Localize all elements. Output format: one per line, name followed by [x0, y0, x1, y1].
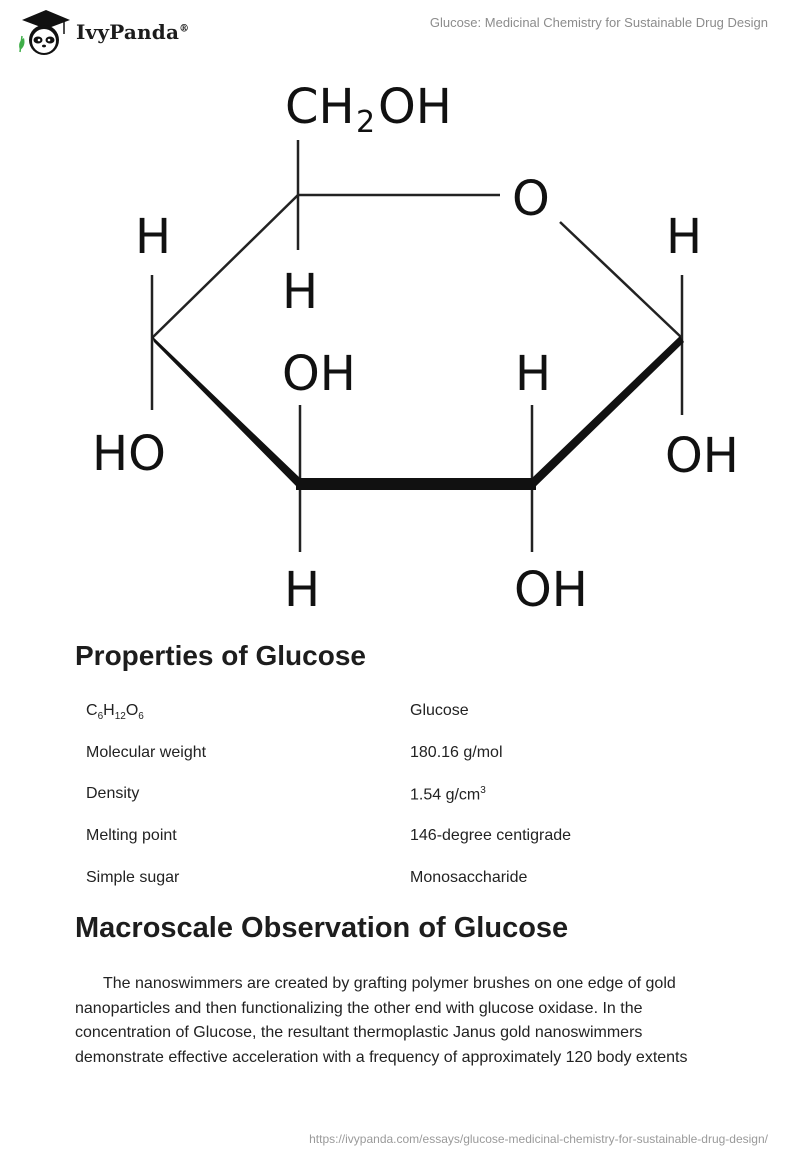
value-cell: 146-degree centigrade	[410, 827, 572, 845]
label-c1-h: H	[666, 209, 703, 265]
label-cell: Molecular weight	[86, 743, 207, 761]
wedge-c4-c3	[152, 336, 300, 490]
properties-heading: Properties of Glucose	[75, 640, 366, 671]
label-c5-h: H	[282, 264, 319, 320]
table-row	[75, 773, 725, 815]
bond-c5-c4	[152, 195, 298, 338]
value-cell: Monosaccharide	[410, 868, 528, 886]
value-cell: Glucose	[410, 702, 469, 719]
label-c2-h: H	[515, 346, 552, 402]
wedge-c3-c2	[296, 478, 536, 490]
label-ch2oh-sub: 2	[356, 105, 376, 140]
panda-graduation-cap-icon	[14, 6, 72, 58]
label-c2-oh: OH	[514, 562, 588, 618]
label-cell: Melting point	[86, 827, 177, 845]
label-c1-oh: OH	[665, 428, 739, 484]
page-header	[0, 0, 800, 60]
wedge-c2-c1	[532, 336, 684, 490]
label-ring-o: O	[512, 171, 550, 227]
label-c4-ho: HO	[92, 426, 166, 482]
table-row	[75, 690, 725, 732]
label-c4-h: H	[135, 209, 172, 265]
body-paragraph: The nanoswimmers are created by grafting polymer brushes on one edge of gold nanoparticles and then functionalizing the other end with glucose oxidase. In the concentration of Glucose, the resultant thermoplastic Janus gold nanoswimmers demonstrate effective acceleration with a frequency of approximately 120 body extents	[75, 975, 688, 1066]
haworth-projection-diagram	[60, 60, 760, 625]
ivypanda-logo[interactable]	[14, 6, 214, 58]
source-url-link[interactable]: https://ivypanda.com/essays/glucose-medicinal-chemistry-for-sustainable-drug-design/	[309, 1132, 768, 1146]
properties-table	[75, 690, 725, 898]
formula-cell: $C_6H_{12}O_6$	[86, 702, 144, 723]
brand-name: IvyPanda®	[76, 20, 190, 44]
label-cell: Simple sugar	[86, 868, 180, 886]
glucose-structure-figure	[60, 60, 760, 625]
bond-o-c1	[560, 222, 682, 338]
value-cell: 1.54 $g/cm^3$	[410, 785, 486, 804]
table-row	[75, 732, 725, 774]
macroscale-heading: Macroscale Observation of Glucose	[75, 912, 569, 944]
value-cell: 180.16 g/mol	[410, 743, 503, 761]
document-title: Glucose: Medicinal Chemistry for Sustainable Drug Design	[429, 15, 768, 30]
label-cell: Density	[86, 785, 140, 803]
table-row	[75, 857, 725, 899]
table-row	[75, 815, 725, 857]
label-c3-oh: OH	[282, 346, 356, 402]
label-c3-h: H	[284, 562, 321, 618]
label-ch2oh-c: CH	[285, 79, 355, 135]
label-ch2oh-oh: OH	[378, 79, 452, 135]
